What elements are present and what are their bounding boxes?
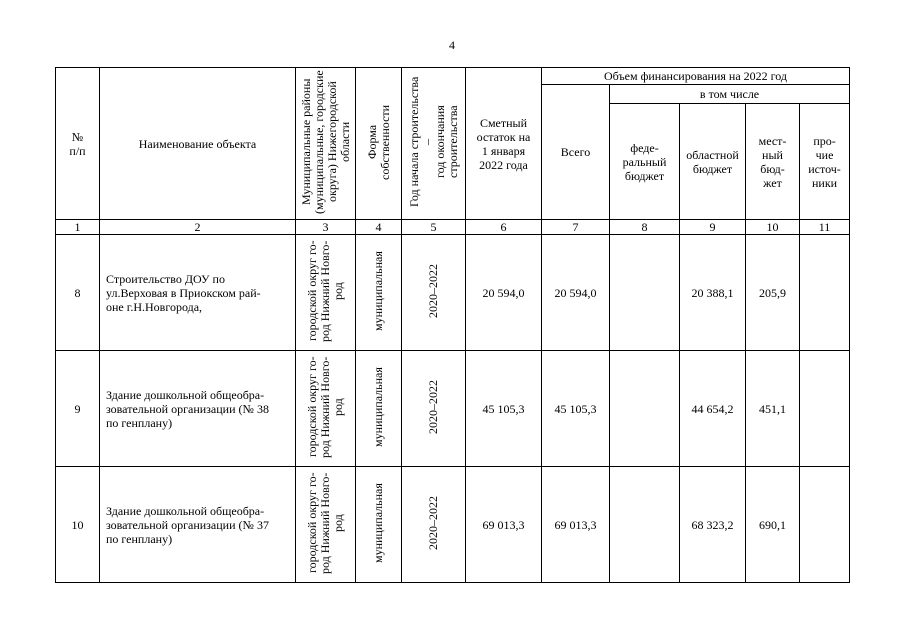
row-total: 69 013,3 xyxy=(542,467,610,583)
header-federal: феде- ральный бюджет xyxy=(610,104,680,220)
row-federal xyxy=(610,467,680,583)
row-local: 690,1 xyxy=(746,467,800,583)
row-federal xyxy=(610,235,680,351)
row-other xyxy=(800,467,850,583)
row-name: Здание дошкольной общеобра- зовательной организации (№ 38 по генплану) xyxy=(100,351,296,467)
row-total: 45 105,3 xyxy=(542,351,610,467)
row-no: 10 xyxy=(56,467,100,583)
table-row xyxy=(56,351,850,467)
header-ownership-text: Форма собственности xyxy=(364,104,392,180)
header-including: в том числе xyxy=(610,85,850,104)
row-ownership xyxy=(356,351,402,467)
row-district xyxy=(296,351,356,467)
row-other xyxy=(800,235,850,351)
header-district xyxy=(296,68,356,220)
column-number: 4 xyxy=(356,220,402,235)
row-ownership-text: муниципальная xyxy=(371,483,385,563)
row-total: 20 594,0 xyxy=(542,235,610,351)
row-regional: 68 323,2 xyxy=(680,467,746,583)
row-years-text: 2020–2022 xyxy=(426,264,440,318)
column-number: 3 xyxy=(296,220,356,235)
row-district xyxy=(296,235,356,351)
row-ownership xyxy=(356,235,402,351)
page-number: 4 xyxy=(449,38,455,52)
row-local: 451,1 xyxy=(746,351,800,467)
column-number: 11 xyxy=(800,220,850,235)
row-district-text: городской округ го- род Нижний Новго- род xyxy=(305,240,345,342)
row-federal xyxy=(610,351,680,467)
column-number: 1 xyxy=(56,220,100,235)
header-total: Всего xyxy=(542,85,610,220)
row-no: 9 xyxy=(56,351,100,467)
column-number: 9 xyxy=(680,220,746,235)
header-estimate: Сметный остаток на 1 января 2022 года xyxy=(466,68,542,220)
row-years xyxy=(402,235,466,351)
column-number: 7 xyxy=(542,220,610,235)
column-number: 6 xyxy=(466,220,542,235)
row-local: 205,9 xyxy=(746,235,800,351)
row-years xyxy=(402,467,466,583)
header-name: Наименование объекта xyxy=(100,68,296,220)
column-number: 2 xyxy=(100,220,296,235)
column-number: 8 xyxy=(610,220,680,235)
column-number: 10 xyxy=(746,220,800,235)
row-estimate: 45 105,3 xyxy=(466,351,542,467)
row-ownership-text: муниципальная xyxy=(371,367,385,447)
table-row xyxy=(56,467,850,583)
header-years-text: Год начала строительства – год окончания строительства xyxy=(406,76,460,208)
header-local: мест- ный бюд- жет xyxy=(746,104,800,220)
row-district-text: городской округ го- род Нижний Новго- род xyxy=(305,356,345,458)
header-district-text: Муниципальные районы (муниципальные, городские округа) Нижегородской области xyxy=(298,70,352,214)
header-other: про- чие источ- ники xyxy=(800,104,850,220)
row-district xyxy=(296,467,356,583)
row-years xyxy=(402,351,466,467)
row-district-text: городской округ го- род Нижний Новго- род xyxy=(305,472,345,574)
table-row xyxy=(56,235,850,351)
row-name: Здание дошкольной общеобра- зовательной организации (№ 37 по генплану) xyxy=(100,467,296,583)
row-regional: 20 388,1 xyxy=(680,235,746,351)
row-estimate: 69 013,3 xyxy=(466,467,542,583)
row-regional: 44 654,2 xyxy=(680,351,746,467)
row-no: 8 xyxy=(56,235,100,351)
row-estimate: 20 594,0 xyxy=(466,235,542,351)
header-years xyxy=(402,68,466,220)
header-no: № п/п xyxy=(56,68,100,220)
row-ownership xyxy=(356,467,402,583)
row-years-text: 2020–2022 xyxy=(426,496,440,550)
header-regional: областной бюджет xyxy=(680,104,746,220)
header-ownership xyxy=(356,68,402,220)
row-other xyxy=(800,351,850,467)
row-ownership-text: муниципальная xyxy=(371,251,385,331)
row-name: Строительство ДОУ по ул.Верховая в Приокском рай- оне г.Н.Новгорода, xyxy=(100,235,296,351)
column-number: 5 xyxy=(402,220,466,235)
financing-table xyxy=(55,67,850,583)
header-funding: Объем финансирования на 2022 год xyxy=(542,68,850,85)
row-years-text: 2020–2022 xyxy=(426,380,440,434)
